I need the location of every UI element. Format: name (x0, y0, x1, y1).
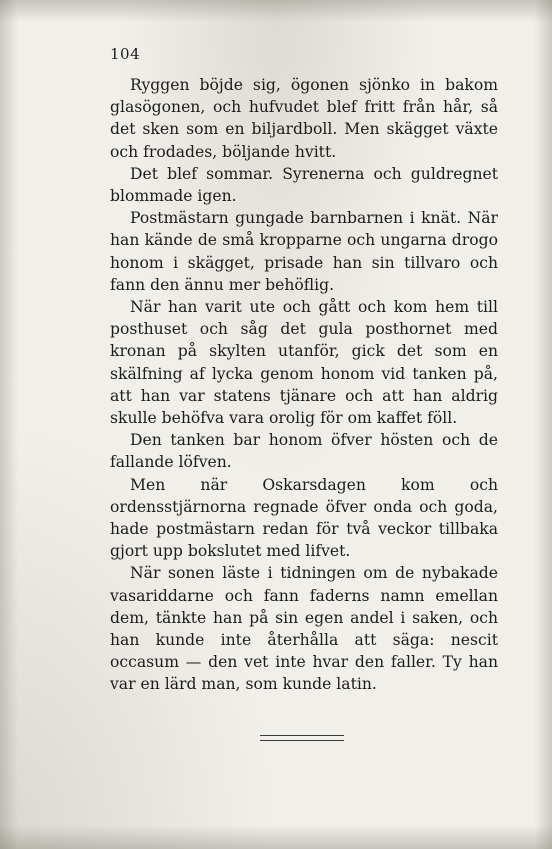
paragraph-3: Postmästarn gungade barnbarnen i knät. När han kände de små kropparne och ungarna drogo honom i skägget, prisade han sin tillvaro och fann den ännu mer behöflig. (110, 209, 498, 294)
page-number: 104 (110, 45, 141, 63)
page-edge-shadow-left (0, 0, 18, 849)
page-edge-shadow-right (534, 0, 552, 849)
body-text (110, 74, 498, 696)
paragraph-4: När han varit ute och gått och kom hem till posthuset och såg det gula posthornet med kronan på skylten utanför, gick det som en skälfning af lycka genom honom vid tanken på, att han var statens tjänare och att han aldrig skulle behöfva vara orolig för om kaffet föll. (110, 298, 498, 428)
paragraph-5: Den tanken bar honom öfver hösten och de fallande löfven. (110, 431, 498, 472)
paragraph-2: Det blef sommar. Syrenerna och guldregnet blommade igen. (110, 164, 498, 206)
page-edge-shadow-bottom (0, 825, 552, 849)
page-edge-shadow-top (0, 0, 552, 22)
end-rule-bottom (260, 740, 344, 741)
end-rule-top (260, 735, 344, 736)
paragraph-7: När sonen läste i tidningen om de nybakade vasariddarne och fann faderns namn emellan dem, tänkte han på sin egen andel i saken, och han kunde inte återhålla att säga: nescit occasum — den vet inte hvar den faller. Ty han var en lärd man, som kunde latin. (110, 564, 498, 694)
paragraph-1: Ryggen böjde sig, ögonen sjönko in bakom glasögonen, och hufvudet blef fritt från hår, så det sken som en biljardboll. Men skägget växte och frodades, böljande hvitt. (110, 76, 498, 161)
paragraph-6: Men när Oskarsdagen kom och ordensstjärnorna regnade öfver onda och goda, hade postmästarn redan för två veckor tillbaka gjort upp bokslutet med lifvet. (110, 475, 498, 561)
